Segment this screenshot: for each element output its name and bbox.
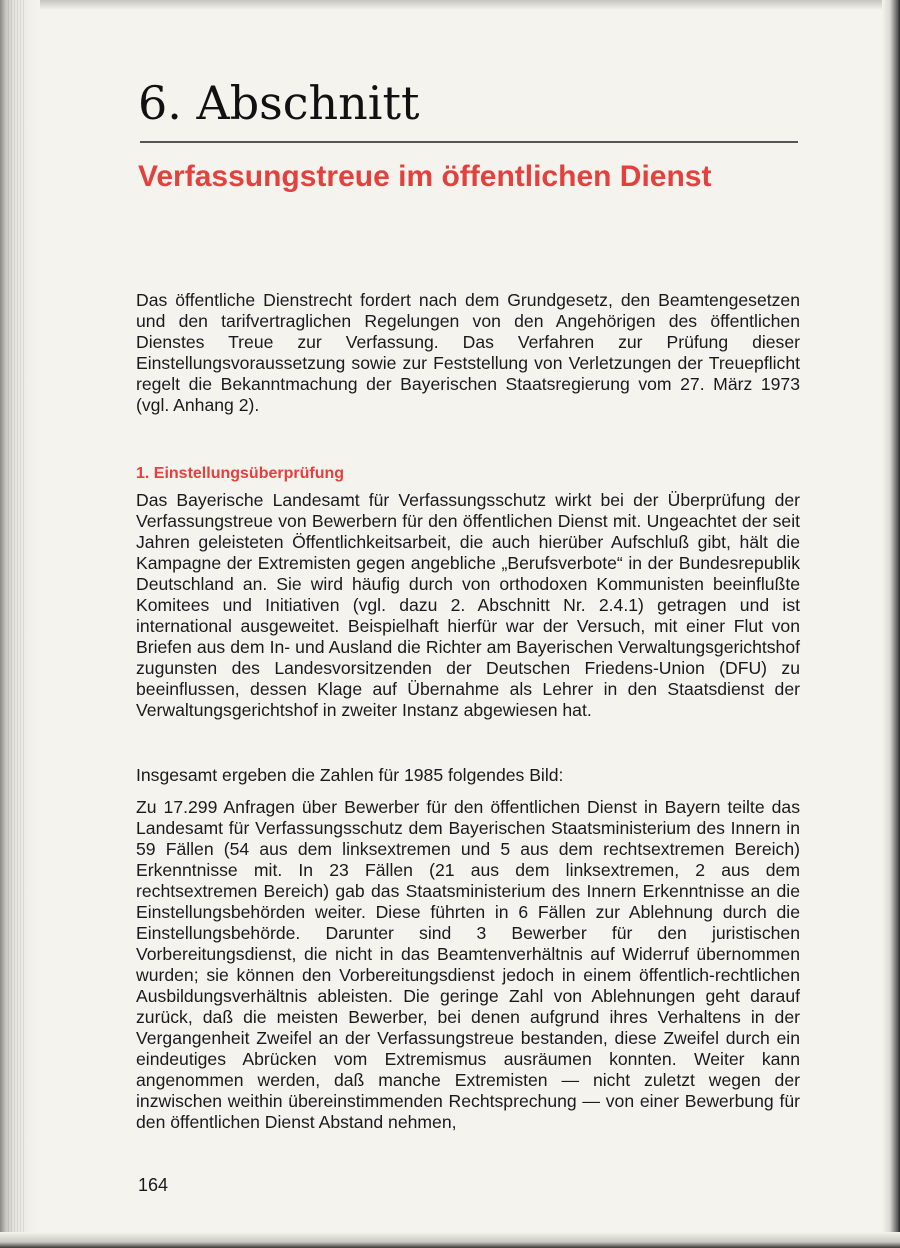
- page-binding-edge: [0, 0, 40, 1248]
- intro-paragraph: Das öffentliche Dienstrecht fordert nach dem Grundgesetz, den Beamtengesetzen und den tarifvertraglichen Regelungen von den Angehörigen des öffentlichen Dienstes Treue zur Verfassung. Das Verfahren zur Prüfung dieser Einstellungsvoraussetzung sowie zur Feststellung von Verletzungen der Treuepflicht regelt die Bekanntmachung der Bayerischen Staatsregierung vom 27. März 1973 (vgl. Anhang 2).: [136, 290, 800, 415]
- page-right-edge: [882, 0, 900, 1248]
- section-paragraph-3: Zu 17.299 Anfragen über Bewerber für den öffentlichen Dienst in Bayern teilte das Landesamt für Verfassungsschutz dem Bayerischen Staatsministerium des Innern in 59 Fällen (54 aus dem linksextremen und 5 aus dem rechtsextremen Bereich) Erkenntnisse mit. In 23 Fällen (21 aus dem linksextremen, 2 aus dem rechtsextremen Bereich) gab das Staatsministerium des Innern Erkenntnisse an die Einstellungsbehörden weiter. Diese führten in 6 Fällen zur Ablehnung durch die Einstellungsbehörde. Darunter sind 3 Bewerber für den juristischen Vorbereitungsdienst, die nicht in das Beamtenverhältnis auf Widerruf übernommen wurden; sie können den Vorbereitungsdienst jedoch in einem öffentlich-rechtlichen Ausbildungsverhältnis ableisten. Die geringe Zahl von Ablehnungen geht darauf zurück, daß die meisten Bewerber, bei denen aufgrund ihres Verhaltens in der Vergangenheit Zweifel an der Verfassungstreue bestanden, diese Zweifel durch ein eindeutiges Abrücken vom Extremismus ausräumen konnten. Weiter kann angenommen werden, daß manche Extremisten — nicht zuletzt wegen der inzwischen weithin übereinstimmenden Rechtsprechung — von einer Bewerbung für den öffentlichen Dienst Abstand nehmen,: [136, 797, 800, 1132]
- page-bottom-edge: [0, 1232, 900, 1248]
- section-heading: 1. Einstellungsüberprüfung: [136, 465, 345, 482]
- chapter-title: 6. Abschnitt: [138, 76, 420, 130]
- chapter-subtitle: Verfassungstreue im öffentlichen Dienst: [138, 160, 712, 193]
- page-number: 164: [138, 1175, 169, 1195]
- title-divider: [140, 141, 798, 143]
- page-top-edge: [0, 0, 900, 10]
- section-paragraph-2: Insgesamt ergeben die Zahlen für 1985 folgendes Bild:: [136, 765, 564, 785]
- section-paragraph-1: Das Bayerische Landesamt für Verfassungsschutz wirkt bei der Überprüfung der Verfassungstreue von Bewerbern für den öffentlichen Dienst mit. Ungeachtet der seit Jahren geleisteten Öffentlichkeitsarbeit, die auch hierüber Aufschluß gibt, hält die Kampagne der Extremisten gegen angebliche „Berufsverbote“ in der Bundesrepublik Deutschland an. Sie wird häufig durch von orthodoxen Kommunisten beeinflußte Komitees und Initiativen (vgl. dazu 2. Abschnitt Nr. 2.4.1) getragen und ist international ausgeweitet. Beispielhaft hierfür war der Versuch, mit einer Flut von Briefen aus dem In- und Ausland die Richter am Bayerischen Verwaltungsgerichtshof zugunsten des Landesvorsitzenden der Deutschen Friedens-Union (DFU) zu beeinflussen, dessen Klage auf Übernahme als Lehrer in den Staatsdienst der Verwaltungsgerichtshof in zweiter Instanz abgewiesen hat.: [136, 490, 800, 720]
